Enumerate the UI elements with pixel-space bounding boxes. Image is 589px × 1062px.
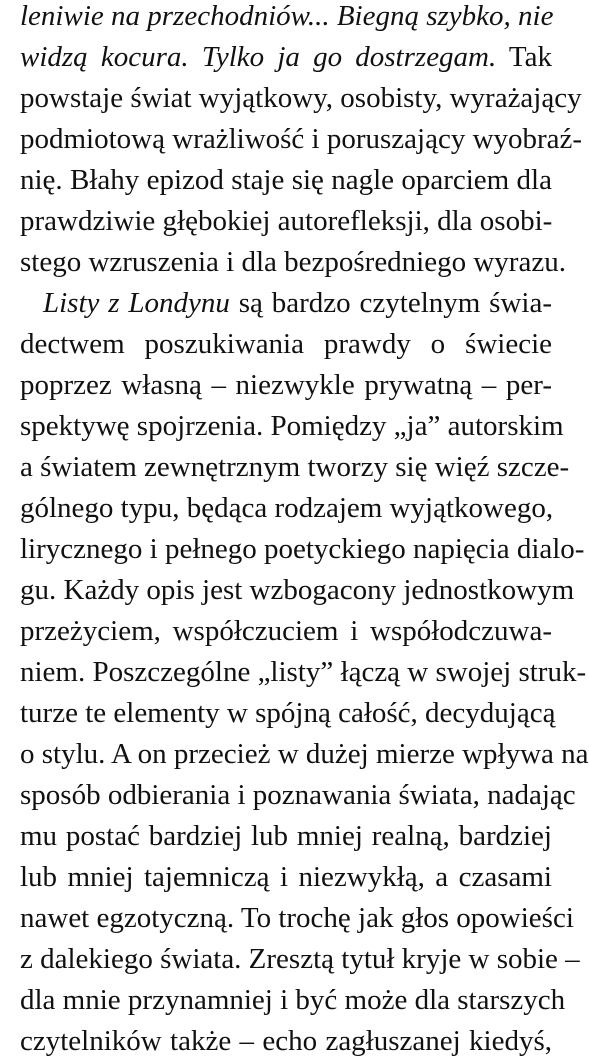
text-run: z dalekiego świata. Zresztą tytuł kryje w sobie – xyxy=(20,943,580,975)
text-run: czytelników także – echo zagłuszanej kiedyś, xyxy=(20,1025,552,1057)
italic-text: widzą kocura. Tylko ja go dostrzegam. xyxy=(20,41,497,73)
text-run: a światem zewnętrznym tworzy się więź szcze- xyxy=(20,451,570,483)
text-run: nawet egzotyczną. To trochę jak głos opowieści xyxy=(20,902,574,934)
text-run: turze te elementy w spójną całość, decydującą xyxy=(20,697,556,729)
text-line xyxy=(20,119,583,160)
text-run: lub mniej tajemniczą i niezwykłą, a czasami xyxy=(20,861,552,893)
text-run: prawdziwie głębokiej autorefleksji, dla osobi- xyxy=(20,205,553,237)
text-line xyxy=(20,816,552,857)
text-line xyxy=(20,652,587,693)
text-line xyxy=(20,529,585,570)
text-line xyxy=(20,488,552,529)
text-line xyxy=(20,160,552,201)
text-line xyxy=(20,570,575,611)
text-run: są bardzo czytelnym świa- xyxy=(229,287,552,319)
text-run: gólnego typu, będąca rodzajem wyjątkowego, xyxy=(20,492,554,524)
italic-text: Listy z Londynu xyxy=(43,287,230,319)
text-run: powstaje świat wyjątkowy, osobisty, wyrażający xyxy=(20,82,582,114)
text-line xyxy=(20,406,564,447)
text-line xyxy=(20,898,574,939)
text-line xyxy=(20,980,566,1021)
text-run: o stylu. A on przecież w dużej mierze wpływa na xyxy=(20,738,589,770)
text-line xyxy=(20,283,552,324)
text-run: niem. Poszczególne „listy” łączą w swojej struk- xyxy=(20,656,587,688)
text-line xyxy=(20,37,552,78)
text-line xyxy=(20,324,552,365)
text-run: sposób odbierania i poznawania świata, nadając xyxy=(20,779,576,811)
text-run: przeżyciem, współczuciem i współodczuwa- xyxy=(20,615,552,647)
text-run: gu. Każdy opis jest wzbogacony jednostkowym xyxy=(20,574,575,606)
text-line xyxy=(20,693,556,734)
text-line xyxy=(20,1021,552,1062)
text-line xyxy=(20,939,580,980)
text-line xyxy=(20,0,552,37)
text-line xyxy=(20,201,552,242)
paragraph-2 xyxy=(20,283,589,1062)
text-line xyxy=(20,734,589,775)
italic-text: leniwie na przechodniów... Biegną szybko, nie xyxy=(20,0,554,32)
text-line xyxy=(20,447,570,488)
page-text xyxy=(20,0,589,1062)
text-run: Tak xyxy=(496,41,552,73)
text-run: spektywę spojrzenia. Pomiędzy „ja” autorskim xyxy=(20,410,564,442)
text-run: poprzez własną – niezwykle prywatną – per- xyxy=(20,369,552,401)
text-run: lirycznego i pełnego poetyckiego napięcia dialo- xyxy=(20,533,585,565)
text-run: dectwem poszukiwania prawdy o świecie xyxy=(20,328,552,360)
text-line xyxy=(20,857,552,898)
text-run: nię. Błahy epizod staje się nagle oparciem dla xyxy=(20,164,552,196)
text-run: stego wzruszenia i dla bezpośredniego wyrazu. xyxy=(20,246,566,278)
text-run: podmiotową wrażliwość i poruszający wyobraź- xyxy=(20,123,583,155)
text-line xyxy=(20,775,576,816)
text-line xyxy=(20,242,566,283)
text-line xyxy=(20,78,582,119)
text-line xyxy=(20,611,552,652)
paragraph-1 xyxy=(20,0,583,283)
text-run: dla mnie przynamniej i być może dla starszych xyxy=(20,984,566,1016)
text-run: mu postać bardziej lub mniej realną, bardziej xyxy=(20,820,552,852)
text-line xyxy=(20,365,552,406)
